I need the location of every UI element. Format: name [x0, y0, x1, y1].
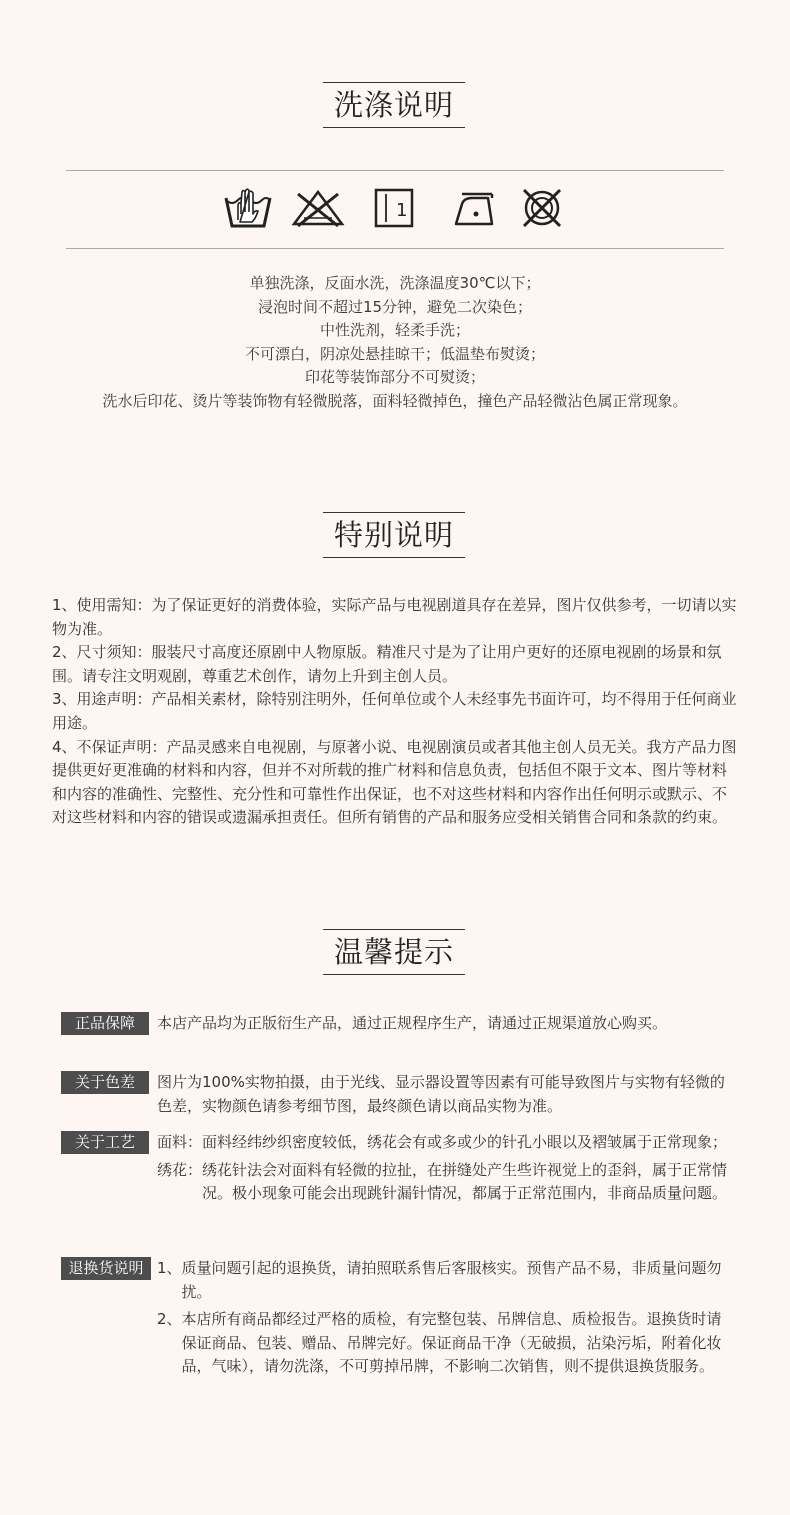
line-dry-icon	[372, 184, 416, 232]
craft-embroidery	[157, 1159, 732, 1206]
wash-line: 印花等装饰部分不可熨烫；	[304, 368, 485, 387]
returns-item	[157, 1308, 732, 1379]
embroidery-label: 绣花：	[157, 1160, 203, 1179]
low-iron-icon	[448, 184, 500, 232]
no-dry-clean-icon	[518, 184, 566, 232]
tips-title: 温馨提示	[323, 929, 465, 975]
returns-item	[157, 1257, 732, 1304]
returns-item-number: 1、	[157, 1259, 182, 1277]
fabric-label: 面料：	[157, 1133, 203, 1151]
returns-item-text: 本店所有商品都经过严格的质检，有完整包装、吊牌信息、质检报告。退换货时请保证商品、包装、赠品、吊牌完好。保证商品干净（无破损，沾染污垢，附着化妆品，气味），请勿洗涤，不可剪掉吊牌，不影响二次销售，则不提供退换货服务。	[181, 1310, 722, 1376]
wash-line: 不可漂白，阴凉处悬挂晾干；低温垫布熨烫；	[244, 344, 545, 363]
wash-instructions	[0, 272, 790, 414]
wash-line: 单独洗涤，反面水洗，洗涤温度30℃以下；	[249, 274, 541, 292]
wash-line: 中性洗剂，轻柔手洗；	[319, 321, 470, 340]
special-item: 1、使用需知：为了保证更好的消费体验，实际产品与电视剧道具存在差异，图片仅供参考，一切请以实物为准。	[52, 596, 737, 638]
craft-fabric	[157, 1131, 732, 1155]
fabric-text: 面料经纬纱织密度较低，绣花会有或多或少的针孔小眼以及褶皱属于正常现象；	[202, 1133, 728, 1151]
care-icons	[222, 184, 572, 232]
divider-top	[66, 170, 724, 171]
special-title: 特别说明	[323, 512, 465, 558]
special-item: 2、尺寸须知：服装尺寸高度还原剧中人物原版。精准尺寸是为了让用户更好的还原电视剧的场景和氛围。请专注文明观剧，尊重艺术创作，请勿上升到主创人员。	[52, 643, 722, 685]
wash-line: 浸泡时间不超过15分钟，避免二次染色；	[257, 297, 533, 316]
hand-wash-icon	[222, 184, 274, 232]
genuine-tag: 正品保障	[61, 1012, 149, 1035]
special-item: 4、不保证声明：产品灵感来自电视剧，与原著小说、电视剧演员或者其他主创人员无关。我方产品力图提供更好更准确的材料和内容，但并不对所载的推广材料和信息负责，包括但不限于文本、图片等材料和内容的准确性、完整性、充分性和可靠性作出保证，也不对这些材料和内容作出任何明示或默示、不对这些材料和内容的错误或遗漏承担责任。但所有销售的产品和服务应受相关销售合同和条款的约束。	[52, 737, 737, 827]
special-notes	[52, 594, 740, 830]
no-bleach-icon	[290, 184, 346, 232]
returns-item-text: 质量问题引起的退换货，请拍照联系售后客服核实。预售产品不易，非质量问题勿扰。	[181, 1259, 722, 1301]
color-tag: 关于色差	[61, 1071, 149, 1094]
wash-line: 洗水后印花、烫片等装饰物有轻微脱落，面料轻微掉色，撞色产品轻微沾色属正常现象。	[102, 391, 688, 410]
wash-title: 洗涤说明	[323, 82, 465, 128]
genuine-text: 本店产品均为正版衍生产品，通过正规程序生产，请通过正规渠道放心购买。	[157, 1014, 668, 1032]
line-dry-label: 1	[396, 200, 408, 221]
divider-bottom	[66, 248, 724, 249]
special-item: 3、用途声明：产品相关素材，除特别注明外，任何单位或个人未经事先书面许可，均不得用于任何商业用途。	[52, 690, 737, 732]
returns-tag: 退换货说明	[61, 1257, 151, 1280]
embroidery-text: 绣花针法会对面料有轻微的拉扯，在拼缝处产生些许视觉上的歪斜，属于正常情况。极小现象可能会出现跳针漏针情况，都属于正常范围内，非商品质量问题。	[202, 1160, 728, 1203]
returns-item-number: 2、	[157, 1310, 182, 1329]
craft-tag: 关于工艺	[61, 1131, 149, 1154]
color-text: 图片为100%实物拍摄，由于光线、显示器设置等因素有可能导致图片与实物有轻微的色差，实物颜色请参考细节图，最终颜色请以商品实物为准。	[157, 1073, 725, 1115]
